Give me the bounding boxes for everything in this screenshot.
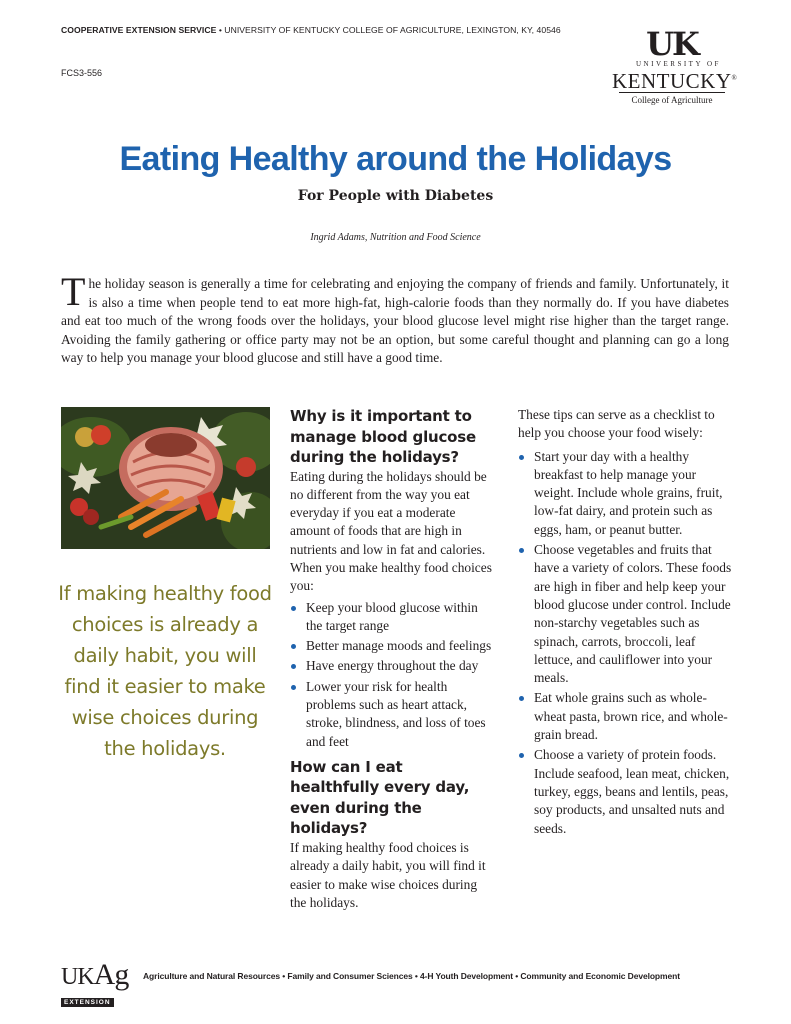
list-item-text: Choose a variety of protein foods. Include seafood, lean meat, chicken, turkey, eggs, beans and lentils, peas, soy products, and unsalted nuts and seeds. — [534, 747, 730, 836]
ukag-uk: UK — [61, 964, 94, 990]
uk-logo-college: College of Agriculture — [631, 95, 713, 105]
page-title: Eating Healthy around the Holidays — [119, 140, 672, 178]
uk-logo-kentucky — [612, 68, 738, 93]
ukag-extension-logo — [61, 958, 131, 1006]
list-item — [518, 746, 733, 837]
bullet-dot — [519, 753, 524, 758]
ukag-wordmark — [61, 958, 131, 991]
list-item-text: Better manage moods and feelings — [306, 638, 492, 654]
intro-paragraph — [61, 269, 729, 368]
dropcap: T — [61, 269, 86, 314]
list-item — [290, 599, 495, 636]
tips-bullet-list — [518, 448, 733, 838]
section2-body: If making healthy food choices is already a daily habit, you will find it easier to make wise choices during the holidays. — [290, 839, 486, 910]
section2-heading: How can I eat healthfully every day, even during the holidays? — [290, 757, 470, 838]
page-subtitle: For People with Diabetes — [297, 188, 494, 204]
column-3 — [518, 406, 733, 840]
list-item — [518, 541, 733, 687]
uk-logo — [612, 25, 738, 106]
column-2 — [290, 406, 495, 912]
bullet-dot — [519, 696, 524, 701]
holiday-food-photo — [61, 407, 270, 549]
list-item-text: Lower your risk for health problems such as heart attack, stroke, blindness, and loss of toes and feet — [306, 678, 486, 749]
ukag-ag: Ag — [93, 958, 129, 991]
uk-logo-mark: UK — [646, 25, 698, 63]
ukag-extension-label: EXTENSION — [61, 998, 114, 1007]
list-item-text: Choose vegetables and fruits that have a variety of colors. These foods are high in fiber and help keep your blood glucose under control. Include non-starchy vegetables such as spinach, carrots, broccoli, leaf lettuce, and cauliflower into your meals. — [534, 542, 732, 686]
pull-quote: If making healthy food choices is already a daily habit, you will find it easier to make wise choices during the holidays. — [58, 582, 272, 760]
list-item-text: Eat whole grains such as whole-wheat pasta, brown rice, and whole-grain bread. — [534, 690, 728, 743]
uk-logo-university: UNIVERSITY OF — [636, 60, 721, 68]
list-item-text: Have energy throughout the day — [306, 658, 479, 674]
list-item — [290, 657, 495, 675]
list-item — [290, 637, 495, 655]
list-item — [290, 678, 495, 751]
holiday-food-illustration — [61, 407, 270, 549]
section1-heading: Why is it important to manage blood glucose during the holidays? — [290, 407, 476, 466]
bullet-dot — [291, 685, 296, 690]
bullet-dot — [291, 644, 296, 649]
org-address: • UNIVERSITY OF KENTUCKY COLLEGE OF AGRICULTURE, LEXINGTON, KY, 40546 — [216, 25, 561, 35]
publication-number: FCS3-556 — [61, 68, 103, 78]
list-item — [518, 448, 733, 539]
bullet-dot — [519, 548, 524, 553]
intro-text: he holiday season is generally a time for celebrating and enjoying the company of friends and family. Unfortunately, it is also a time when people tend to eat more high-fat, high-calorie foods than they normally do. If you have diabetes and eat too much of the wrong foods over the holidays, your blood glucose level might rise higher than the target range. Avoiding the family gathering or office party may not be an option, but some careful thought and planning can go a long way to help you manage your blood glucose and still have a good time. — [61, 276, 729, 365]
bullet-dot — [291, 664, 296, 669]
uk-logo-kentucky-text: KENTUCKY — [612, 69, 732, 93]
org-name: COOPERATIVE EXTENSION SERVICE — [61, 25, 217, 35]
list-item — [518, 689, 733, 744]
header-org-line — [61, 25, 561, 35]
uk-logo-registered: ® — [731, 74, 738, 82]
footer-programs: Agriculture and Natural Resources • Family and Consumer Sciences • 4-H Youth Development • Community and Economic Development — [143, 971, 680, 981]
list-item-text: Start your day with a healthy breakfast to help manage your weight. Include whole grains, fruit, low-fat dairy, and protein such as eggs, ham, or peanut butter. — [534, 448, 723, 537]
section1-body: Eating during the holidays should be no different from the way you eat everyday if you eat a moderate amount of foods that are high in nutrients and low in fat and calories. When you make healthy food choices you: — [290, 468, 492, 594]
section1-bullet-list — [290, 599, 495, 751]
list-item-text: Keep your blood glucose within the target range — [306, 599, 478, 633]
author-line: Ingrid Adams, Nutrition and Food Science — [310, 232, 481, 243]
bullet-dot — [519, 455, 524, 460]
bullet-dot — [291, 606, 296, 611]
column3-intro: These tips can serve as a checklist to help you choose your food wisely: — [518, 407, 715, 441]
